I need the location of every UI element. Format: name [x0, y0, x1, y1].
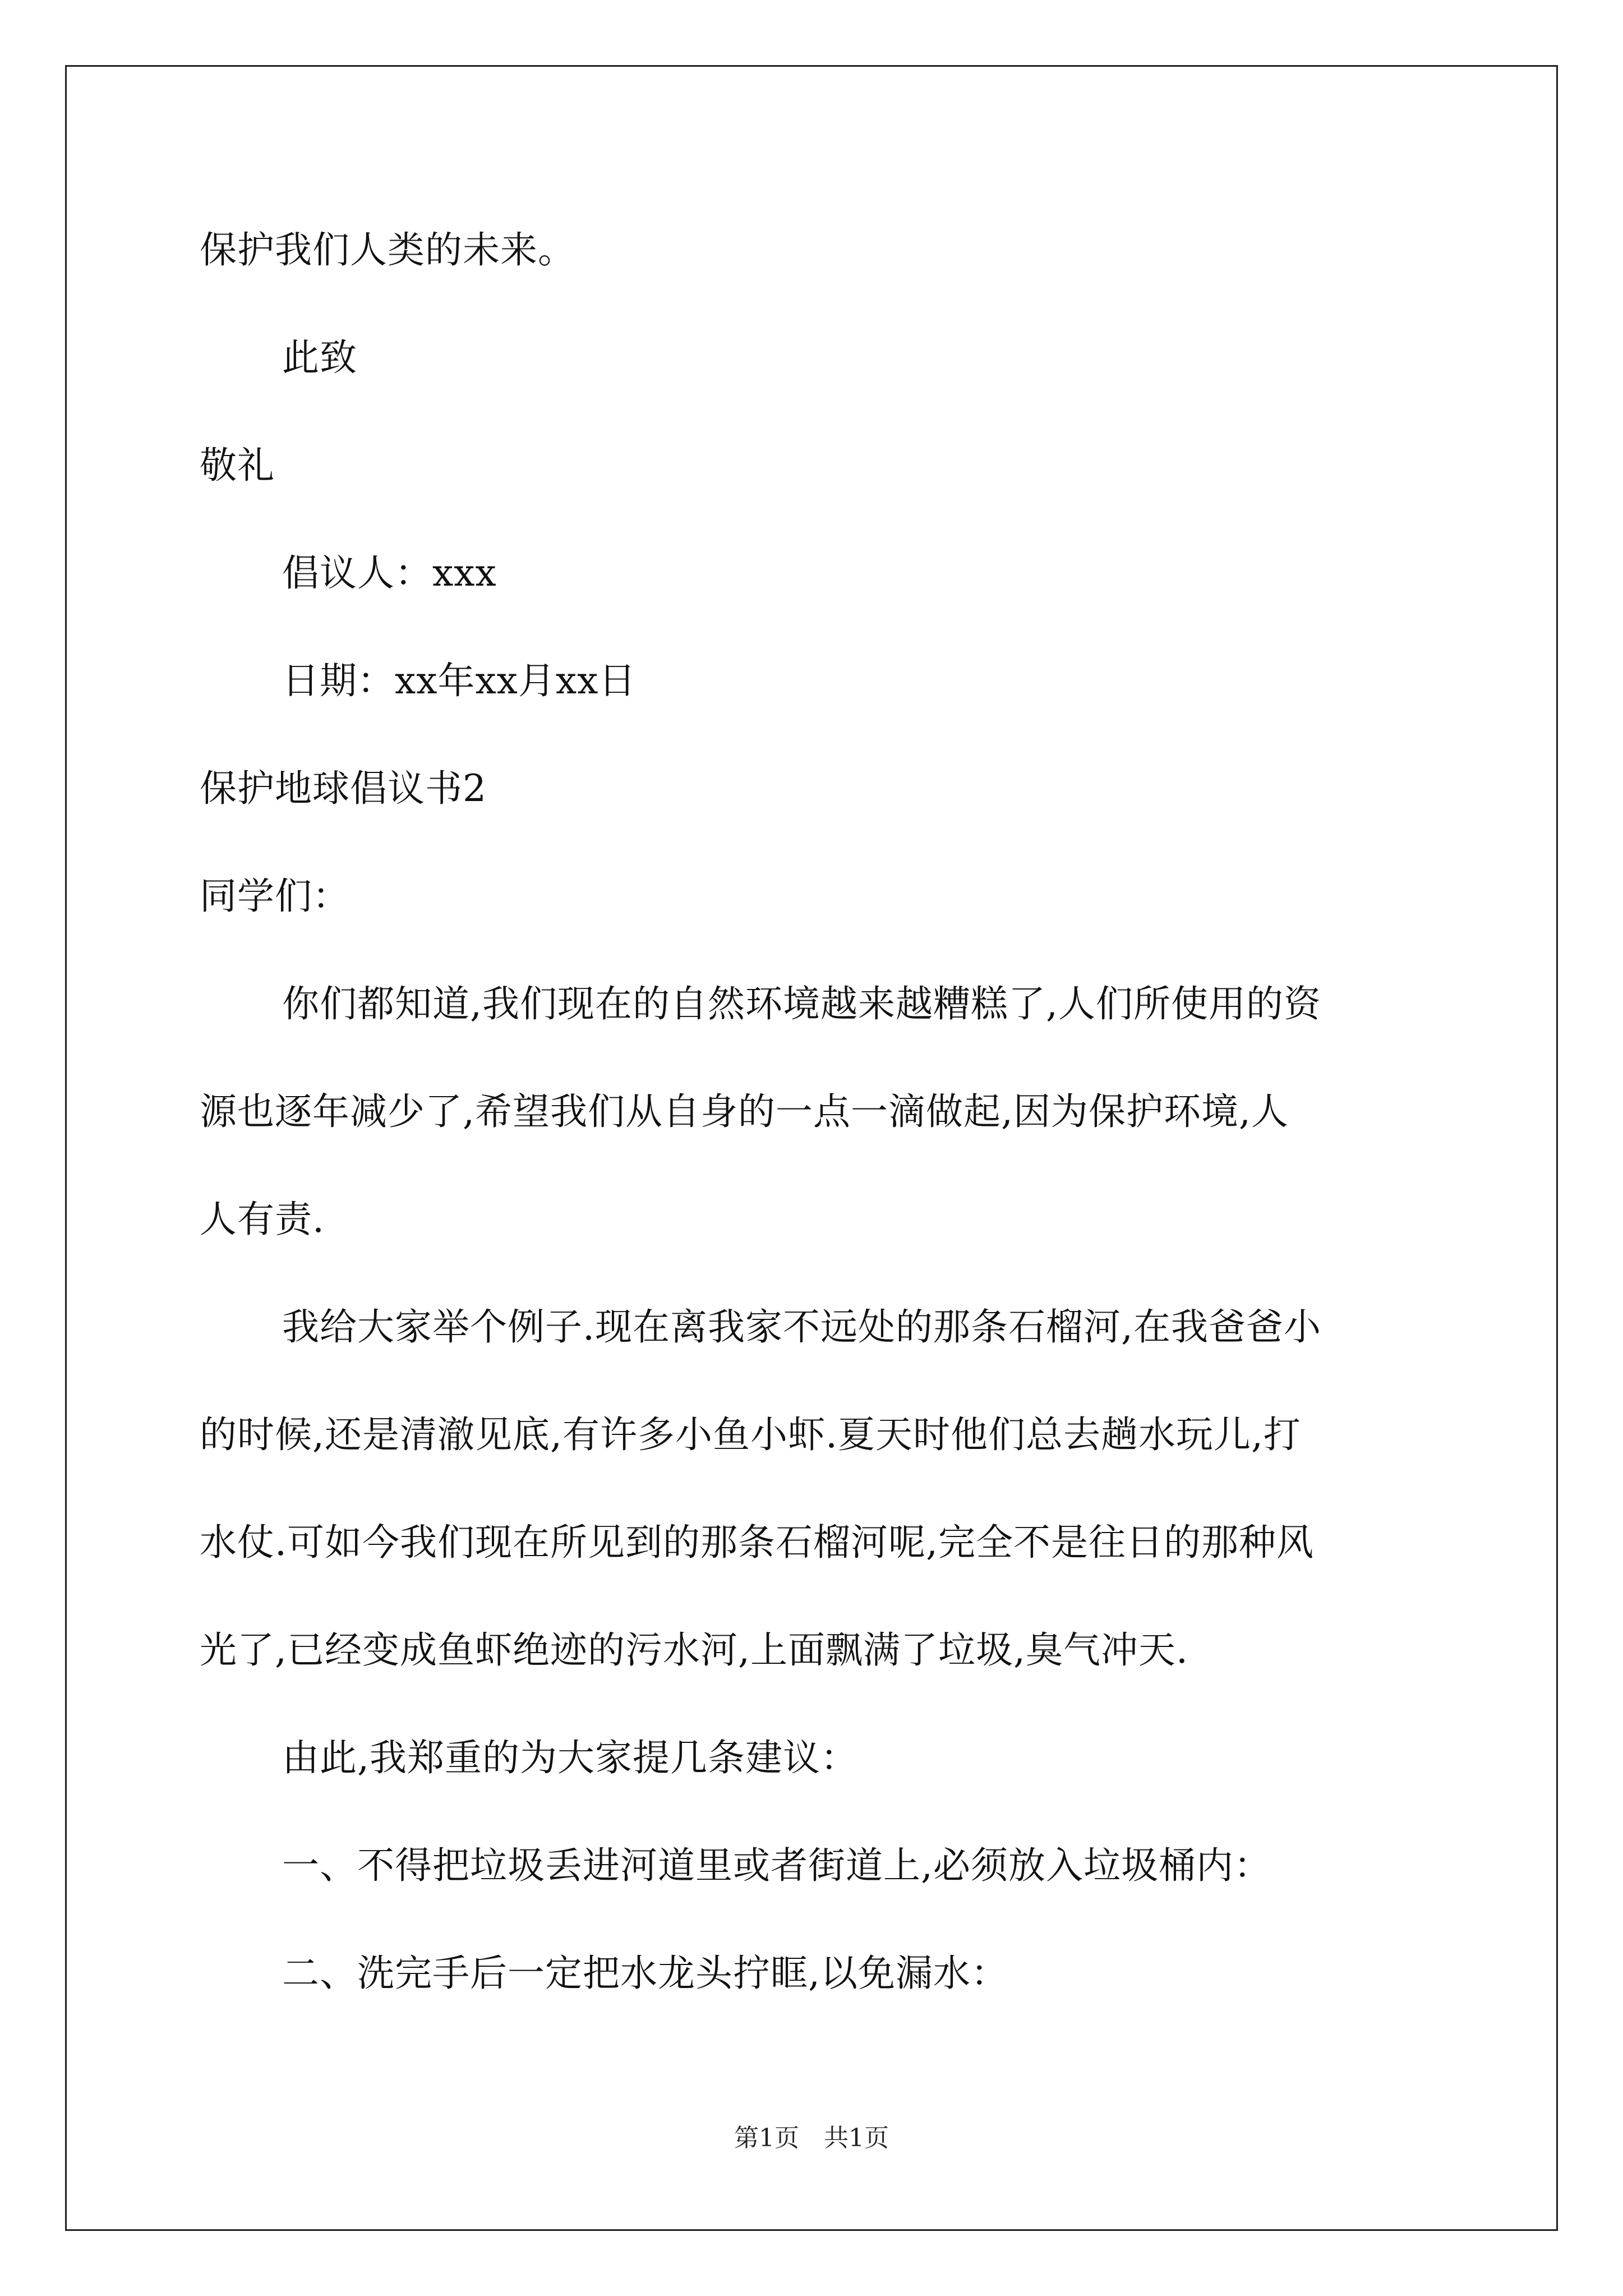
greeting-line: 同学们：: [200, 875, 350, 918]
page-border: [65, 65, 1558, 2231]
page-footer: [0, 2123, 1623, 2154]
paragraph-1-line-2: 源也逐年减少了,希望我们从自身的一点一滴做起,因为保护环境,人: [200, 1090, 1289, 1133]
date-line: 日期：xx年xx月xx日: [282, 659, 637, 702]
paragraph-3-line-1: 由此,我郑重的为大家提几条建议：: [282, 1736, 858, 1779]
salutation-cizhi: 此致: [282, 336, 357, 379]
proposer-line: 倡议人：xxx: [282, 551, 497, 595]
paragraph-2-line-3: 水仗.可如今我们现在所见到的那条石榴河呢,完全不是往日的那种风: [200, 1521, 1314, 1564]
salutation-jingli: 敬礼: [200, 444, 275, 487]
paragraph-2-line-4: 光了,已经变成鱼虾绝迹的污水河,上面飘满了垃圾,臭气冲天.: [200, 1628, 1188, 1672]
suggestion-1: 一、不得把垃圾丢进河道里或者街道上,必须放入垃圾桶内：: [282, 1844, 1271, 1887]
paragraph-2-line-2: 的时候,还是清澈见底,有许多小鱼小虾.夏天时他们总去趟水玩儿,打: [200, 1413, 1301, 1456]
paragraph-1-line-3: 人有责.: [200, 1198, 325, 1241]
body-line-closing: 保护我们人类的未来。: [200, 228, 575, 272]
suggestion-2: 二、洗完手后一定把水龙头拧眶,以免漏水：: [282, 1952, 1008, 1995]
paragraph-1-line-1: 你们都知道,我们现在的自然环境越来越糟糕了,人们所使用的资: [282, 982, 1321, 1025]
page-total: 共1页: [824, 2124, 889, 2152]
page-number: 第1页: [734, 2124, 799, 2152]
paragraph-2-line-1: 我给大家举个例子.现在离我家不远处的那条石榴河,在我爸爸小: [282, 1305, 1321, 1349]
section-title: 保护地球倡议书2: [200, 767, 487, 810]
